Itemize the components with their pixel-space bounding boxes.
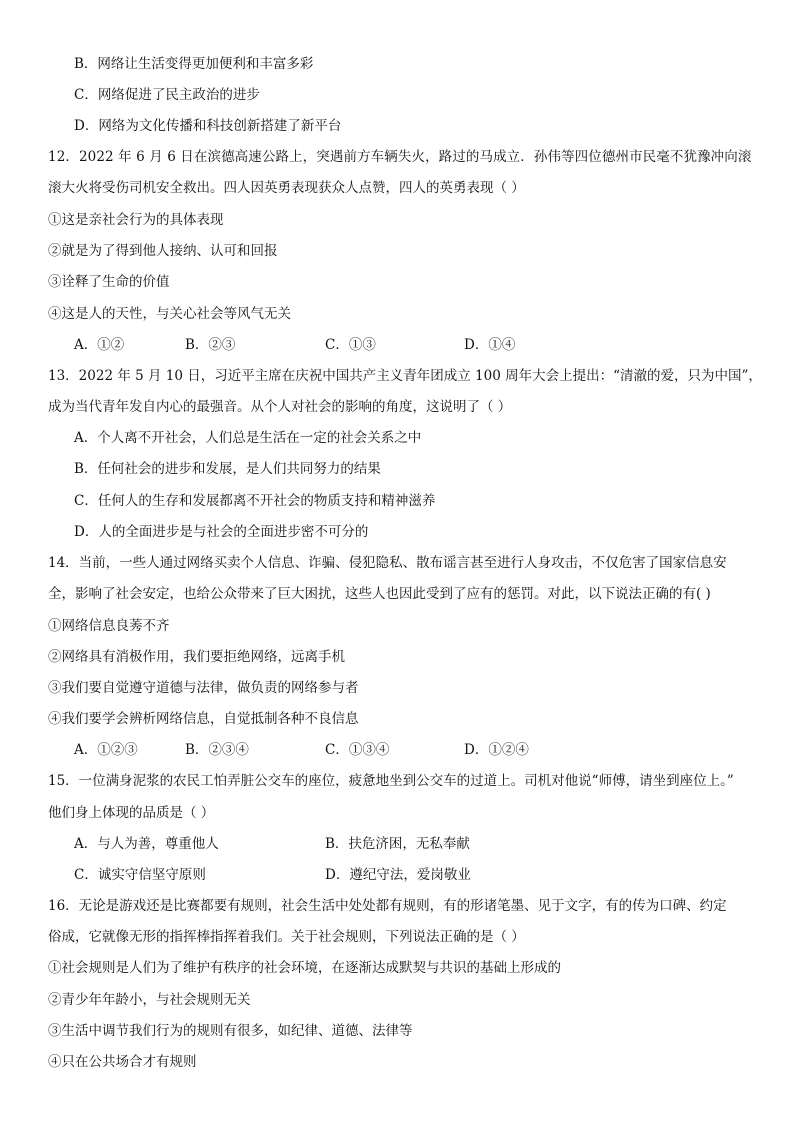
q13-option-d: D．人的全面进步是与社会的全面进步密不可分的 bbox=[74, 524, 369, 540]
q16-stem-line1: 16．无论是游戏还是比赛都要有规则，社会生活中处处都有规则，有的形诸笔墨、见于文字，有的传为口碑、约定 bbox=[48, 898, 727, 914]
q14-statement-3: ③我们要自觉遵守道德与法律，做负责的网络参与者 bbox=[48, 680, 359, 696]
q14-stem-line1: 14．当前，一些人通过网络买卖个人信息、诈骗、侵犯隐私、散布谣言甚至进行人身攻击，不仅危害了国家信息安 bbox=[48, 555, 727, 571]
q16-stem-line2: 俗成，它就像无形的指挥棒指挥着我们。关于社会规则，下列说法正确的是（ ） bbox=[48, 929, 525, 945]
q14-option-a: A．①②③ bbox=[74, 742, 138, 758]
q12-statement-2: ②就是为了得到他人接纳、认可和回报 bbox=[48, 243, 278, 259]
q16-statement-2: ②青少年年龄小，与社会规则无关 bbox=[48, 992, 251, 1008]
q12-option-b: B．②③ bbox=[185, 337, 236, 353]
q13-option-c: C．任何人的生存和发展都离不开社会的物质支持和精神滋养 bbox=[74, 493, 436, 509]
q11-option-d: D．网络为文化传播和科技创新搭建了新平台 bbox=[74, 118, 342, 134]
q15-stem-line1: 15．一位满身泥浆的农民工怕弄脏公交车的座位，疲惫地坐到公交车的过道上。司机对他说“师傅，请坐到座位上。” bbox=[48, 773, 734, 789]
q15-option-b: B．扶危济困，无私奉献 bbox=[325, 836, 470, 852]
q15-option-a: A．与人为善，尊重他人 bbox=[74, 836, 219, 852]
q14-option-c: C．①③④ bbox=[325, 742, 390, 758]
q12-option-d: D．①④ bbox=[464, 337, 516, 353]
q11-option-c: C．网络促进了民主政治的进步 bbox=[74, 87, 260, 103]
q12-statement-4: ④这是人的天性，与关心社会等风气无关 bbox=[48, 306, 291, 322]
q14-stem-line2: 全，影响了社会安定，也给公众带来了巨大困扰，这些人也因此受到了应有的惩罚。对此，以下说法正确的有( ) bbox=[48, 586, 711, 602]
q13-option-b: B．任何社会的进步和发展，是人们共同努力的结果 bbox=[74, 461, 381, 477]
q12-statement-3: ③诠释了生命的价值 bbox=[48, 274, 170, 290]
q12-stem-line1: 12．2022 年 6 月 6 日在滨德高速公路上，突遇前方车辆失火，路过的马成立．孙伟等四位德州市民毫不犹豫冲向滚 bbox=[48, 149, 752, 165]
q15-option-c: C．诚实守信坚守原则 bbox=[74, 867, 206, 883]
q12-statement-1: ①这是亲社会行为的具体表现 bbox=[48, 212, 224, 228]
q15-stem-line2: 他们身上体现的品质是（ ） bbox=[48, 805, 215, 821]
q12-stem-line2: 滚大火将受伤司机安全救出。四人因英勇表现获众人点赞，四人的英勇表现（ ） bbox=[48, 180, 525, 196]
q14-statement-2: ②网络具有消极作用，我们要拒绝网络，远离手机 bbox=[48, 649, 345, 665]
q13-option-a: A．个人离不开社会，人们总是生活在一定的社会关系之中 bbox=[74, 430, 422, 446]
q14-statement-1: ①网络信息良莠不齐 bbox=[48, 618, 170, 634]
q16-statement-3: ③生活中调节我们行为的规则有很多，如纪律、道德、法律等 bbox=[48, 1023, 413, 1039]
q15-option-d: D．遵纪守法，爱岗敬业 bbox=[325, 867, 471, 883]
q16-statement-1: ①社会规则是人们为了维护有秩序的社会环境，在逐渐达成默契与共识的基础上形成的 bbox=[48, 960, 561, 976]
q12-option-a: A．①② bbox=[74, 337, 125, 353]
q11-option-b: B．网络让生活变得更加便利和丰富多彩 bbox=[74, 56, 314, 72]
q14-option-b: B．②③④ bbox=[185, 742, 249, 758]
q13-stem-line2: 成为当代青年发自内心的最强音。从个人对社会的影响的角度，这说明了（ ） bbox=[48, 399, 512, 415]
q13-stem-line1: 13．2022 年 5 月 10 日，习近平主席在庆祝中国共产主义青年团成立 100 周年大会上提出：“清澈的爱，只为中国”， bbox=[48, 368, 762, 384]
q12-option-c: C．①③ bbox=[325, 337, 376, 353]
q14-statement-4: ④我们要学会辨析网络信息，自觉抵制各种不良信息 bbox=[48, 711, 359, 727]
q16-statement-4: ④只在公共场合才有规则 bbox=[48, 1054, 197, 1070]
q14-option-d: D．①②④ bbox=[464, 742, 529, 758]
